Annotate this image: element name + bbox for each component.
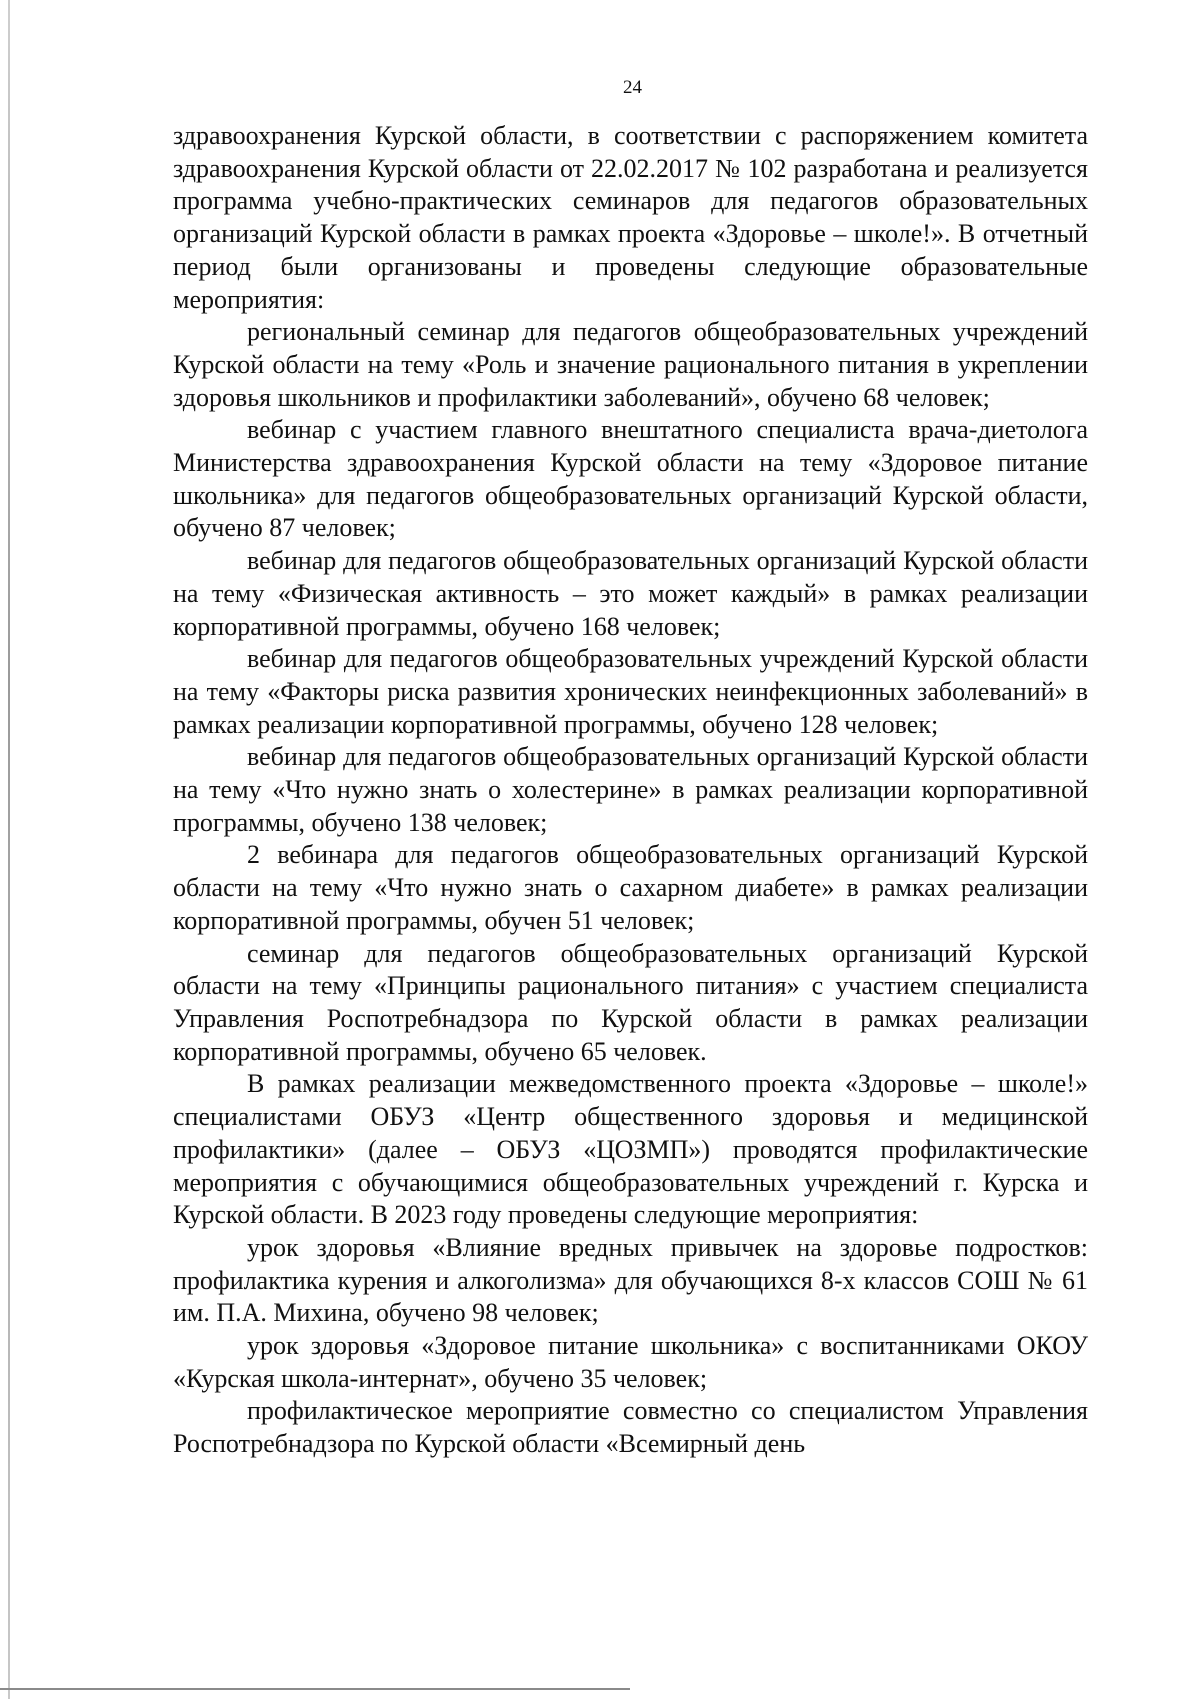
scan-left-edge (8, 0, 10, 1699)
paragraph: В рамках реализации межведомственного проекта «Здоровье – школе!» специалистами ОБУЗ «Центр общественного здоровья и медицинской профилактики» (далее – ОБУЗ «ЦОЗМП») проводятся профилактические мероприятия с обучающимися общеобразовательных учреждений г. Курска и Курской области. В 2023 году проведены следующие мероприятия: (173, 1069, 1088, 1230)
paragraph: урок здоровья «Здоровое питание школьника» с воспитанниками ОКОУ «Курская школа-интернат», обучено 35 человек; (173, 1331, 1088, 1393)
scan-bottom-edge (0, 1688, 630, 1690)
paragraph: семинар для педагогов общеобразовательных организаций Курской области на тему «Принципы рационального питания» с участием специалиста Управления Роспотребнадзора по Курской области в рамках реализации корпоративной программы, обучено 65 человек. (173, 938, 1088, 1066)
document-body (173, 120, 1088, 1461)
paragraph: вебинар с участием главного внештатного специалиста врача-диетолога Министерства здравоохранения Курской области на тему «Здоровое питание школьника» для педагогов общеобразовательных организаций Курской области, обучено 87 человек; (173, 415, 1088, 543)
paragraph: вебинар для педагогов общеобразовательных учреждений Курской области на тему «Факторы риска развития хронических неинфекционных заболеваний» в рамках реализации корпоративной программы, обучено 128 человек; (173, 644, 1088, 739)
paragraph: профилактическое мероприятие совместно со специалистом Управления Роспотребнадзора по Курской области «Всемирный день (173, 1396, 1088, 1459)
paragraph: здравоохранения Курской области, в соответствии с распоряжением комитета здравоохранения Курской области от 22.02.2017 № 102 разработана и реализуется программа учебно-практических семинаров для педагогов образовательных организаций Курской области в рамках проекта «Здоровье – школе!». В отчетный период были организованы и проведены следующие образовательные мероприятия: (173, 121, 1088, 314)
paragraph: вебинар для педагогов общеобразовательных организаций Курской области на тему «Физическая активность – это может каждый» в рамках реализации корпоративной программы, обучено 168 человек; (173, 546, 1088, 641)
paragraph: 2 вебинара для педагогов общеобразовательных организаций Курской области на тему «Что нужно знать о сахарном диабете» в рамках реализации корпоративной программы, обучен 51 человек; (173, 840, 1088, 935)
paragraph: вебинар для педагогов общеобразовательных организаций Курской области на тему «Что нужно знать о холестерине» в рамках реализации корпоративной программы, обучено 138 человек; (173, 742, 1088, 837)
page-number: 24 (623, 77, 642, 98)
paragraph: региональный семинар для педагогов общеобразовательных учреждений Курской области на тему «Роль и значение рационального питания в укреплении здоровья школьников и профилактики заболеваний», обучено 68 человек; (173, 317, 1088, 412)
paragraph: урок здоровья «Влияние вредных привычек на здоровье подростков: профилактика курения и алкоголизма» для обучающихся 8-х классов СОШ № 61 им. П.А. Михина, обучено 98 человек; (173, 1232, 1088, 1328)
